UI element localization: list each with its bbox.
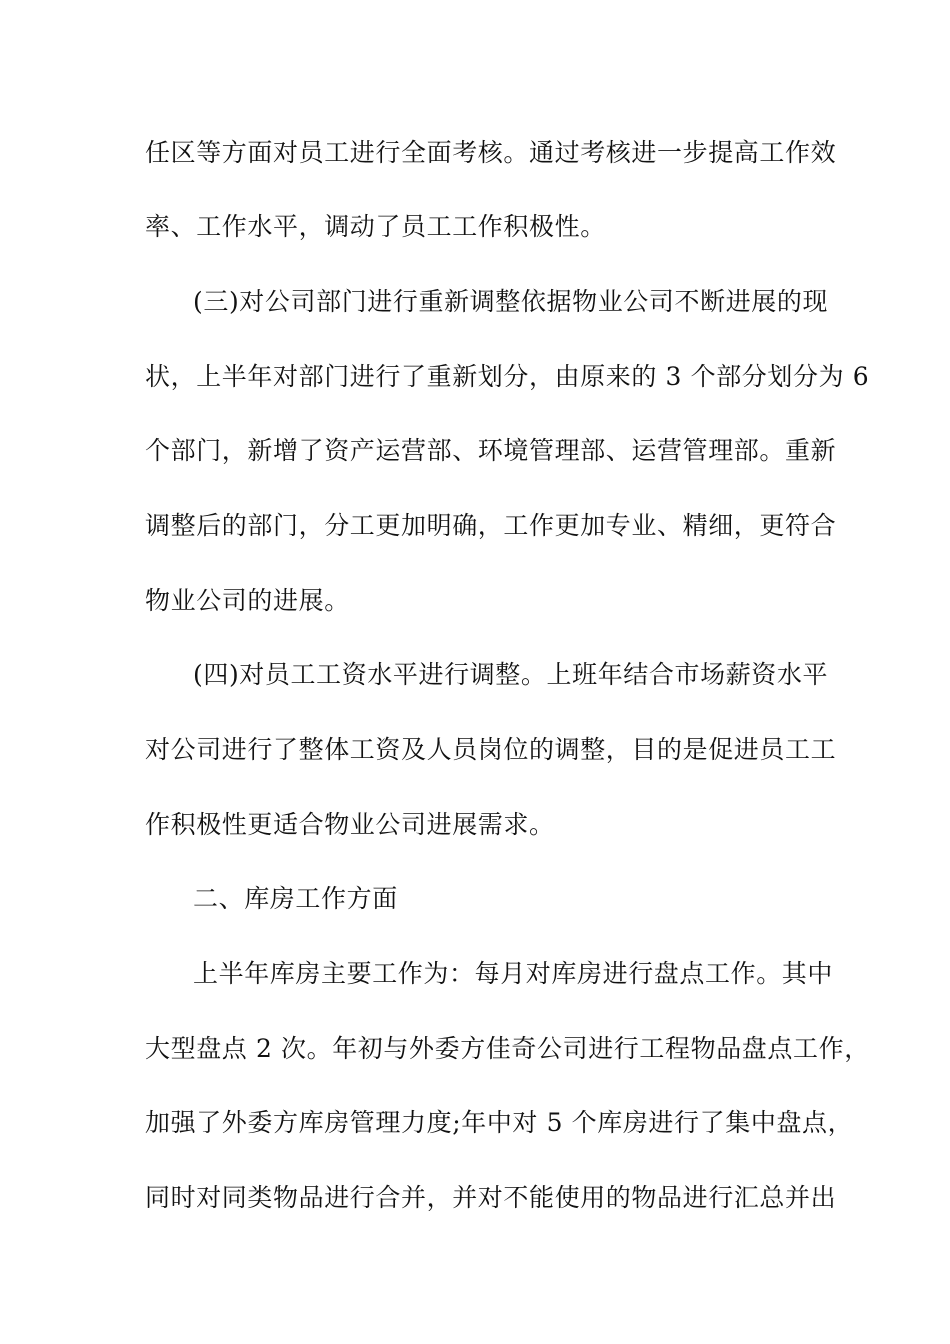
- body-text-line: 调整后的部门，分工更加明确，工作更加专业、精细，更符合: [145, 511, 837, 540]
- body-text-line: 同时对同类物品进行合并，并对不能使用的物品进行汇总并出: [145, 1183, 837, 1212]
- section-heading-line: (四)对员工工资水平进行调整。上班年结合市场薪资水平: [193, 660, 829, 689]
- body-text-line: 个部门，新增了资产运营部、环境管理部、运营管理部。重新: [145, 436, 837, 465]
- body-text-line: 率、工作水平，调动了员工工作积极性。: [145, 212, 606, 241]
- section-heading-line: (三)对公司部门进行重新调整依据物业公司不断进展的现: [193, 287, 829, 316]
- body-text-line: 上半年库房主要工作为：每月对库房进行盘点工作。其中: [193, 959, 834, 988]
- body-text-line: 任区等方面对员工进行全面考核。通过考核进一步提高工作效: [145, 138, 837, 167]
- body-text-line: 状，上半年对部门进行了重新划分，由原来的 3 个部分划分为 6: [145, 362, 870, 391]
- body-text-line: 加强了外委方库房管理力度;年中对 5 个库房进行了集中盘点，: [145, 1108, 854, 1137]
- section-heading: 二、库房工作方面: [193, 884, 398, 913]
- body-text-line: 作积极性更适合物业公司进展需求。: [145, 810, 555, 839]
- body-text-line: 对公司进行了整体工资及人员岗位的调整，目的是促进员工工: [145, 735, 837, 764]
- body-text-line: 物业公司的进展。: [145, 586, 350, 615]
- body-text-line: 大型盘点 2 次。年初与外委方佳奇公司进行工程物品盘点工作，: [145, 1034, 870, 1063]
